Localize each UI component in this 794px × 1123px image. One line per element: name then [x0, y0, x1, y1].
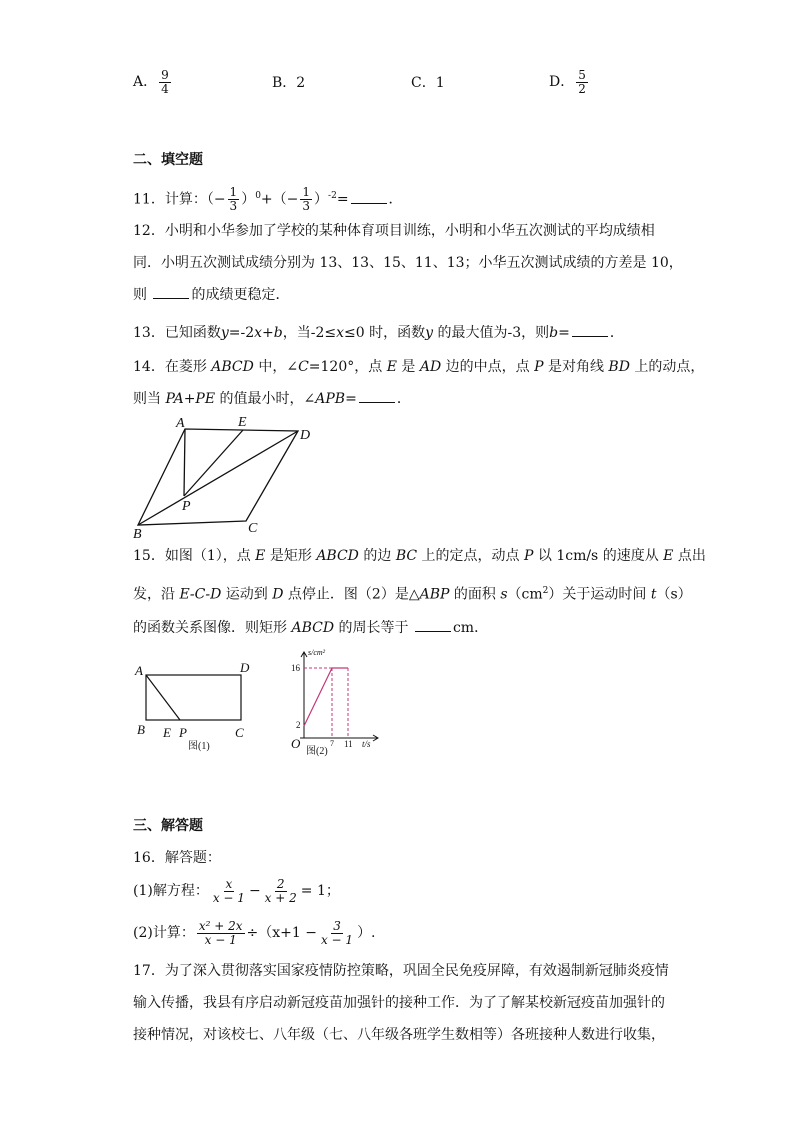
question-16-part-1: (1)解方程： $\frac{x}{x - 1}$ − $\frac{2}{x + 2}$ = 1； — [133, 876, 340, 905]
y-axis-label: s/cm² — [308, 648, 326, 657]
question-17-line-3: 接种情况，对该校七、八年级（七、八年级各班学生数相等）各班接种人数进行收集， — [133, 1027, 665, 1043]
tick-11: 11 — [344, 739, 353, 749]
question-14-line-1: 14．在菱形 ABCD 中，∠C=120°，点 E 是 AD 边的中点，点 P 是对角线 BD 上的动点， — [133, 359, 705, 375]
label-a: A — [176, 416, 185, 431]
tick-2: 2 — [296, 720, 301, 730]
label-d: D — [240, 660, 250, 675]
fraction: $\frac{5}{2}$ — [578, 67, 586, 96]
question-11: 11．计算：（− $\frac{1}{3}$ ）$^0$+（− $\frac{1}{3}$ ）$^{-2}$= ． — [133, 185, 403, 214]
fraction: $\frac{9}{4}$ — [161, 67, 169, 96]
choice-a: A． $\frac{9}{4}$ — [133, 67, 169, 96]
rectangle-abcd — [146, 675, 241, 720]
question-17-line-2: 输入传播，我县有序启动新冠疫苗加强针的接种工作．为了了解某校新冠疫苗加强针的 — [133, 995, 665, 1011]
label-b: B — [137, 722, 145, 737]
question-16-title: 16．解答题： — [133, 850, 221, 866]
question-16-part-2: (2)计算： $\frac{\text{x² + 2x}}{x - 1}$ ÷（x+1 − $\frac{3}{x - 1}$ ）. — [133, 918, 376, 947]
function-graph — [304, 668, 348, 726]
diagonal-bd — [138, 431, 298, 525]
answer-blank[interactable] — [351, 190, 387, 204]
answer-blank[interactable] — [415, 618, 451, 632]
question-15-line-1: 15．如图（1），点 E 是矩形 ABCD 的边 BC 上的定点，动点 P 以 1cm/s 的速度从 E 点出 — [133, 548, 706, 564]
label-e: E — [238, 415, 247, 430]
x-axis-label: t/s — [362, 739, 371, 749]
answer-blank[interactable] — [572, 323, 608, 337]
section-title-solve: 三、解答题 — [133, 818, 203, 834]
segment-ap — [146, 675, 180, 720]
label-p: P — [182, 499, 191, 514]
rectangle-figure — [130, 660, 270, 755]
section-title-fill-in: 二、填空题 — [133, 152, 203, 168]
question-12-line-3: 则 的成绩更稳定． — [133, 287, 290, 303]
choice-c: C．1 — [411, 75, 445, 91]
label-d: D — [300, 428, 311, 443]
question-15-line-3: 的函数关系图像．则矩形 ABCD 的周长等于 cm． — [133, 620, 489, 636]
question-14-line-2: 则当 PA+PE 的值最小时，∠APB= ． — [133, 391, 411, 407]
graph-figure — [282, 646, 387, 758]
label-c: C — [248, 521, 258, 536]
label-c: C — [235, 725, 244, 740]
choice-b: B．2 — [272, 75, 306, 91]
tick-7: 7 — [330, 739, 334, 748]
question-15-line-2: 发，沿 E-C-D 运动到 D 点停止．图（2）是△ABP 的面积 $s(cm^2)$关于运动时间 t（s） — [133, 586, 692, 603]
answer-blank[interactable] — [359, 389, 395, 403]
choice-d: D． $\frac{5}{2}$ — [549, 67, 586, 96]
figure-1-caption: 图(1) — [188, 741, 210, 752]
figure-2-caption: 图(2) — [306, 746, 328, 757]
answer-blank[interactable] — [153, 285, 189, 299]
question-12-line-1: 12．小明和小华参加了学校的某种体育项目训练，小明和小华五次测试的平均成绩相 — [133, 223, 655, 239]
label-a: A — [135, 663, 143, 678]
question-13: 13．已知函数y=-2x+b，当-2≤x≤0 时，函数y 的最大值为-3，则b= ． — [133, 325, 624, 341]
question-17-line-1: 17．为了深入贯彻落实国家疫情防控策略，巩固全民免疫屏障，有效遏制新冠肺炎疫情 — [133, 963, 669, 979]
segment-ep — [184, 430, 243, 496]
rhombus-figure — [128, 414, 328, 539]
label-p: P — [179, 725, 187, 740]
tick-16: 16 — [291, 663, 300, 673]
segment-ap — [184, 429, 185, 496]
label-b: B — [133, 527, 142, 539]
origin-label: O — [291, 736, 301, 751]
question-12-line-2: 同．小明五次测试成绩分别为 13、13、15、11、13；小华五次测试成绩的方差是 10， — [133, 255, 683, 271]
label-e: E — [163, 725, 171, 740]
